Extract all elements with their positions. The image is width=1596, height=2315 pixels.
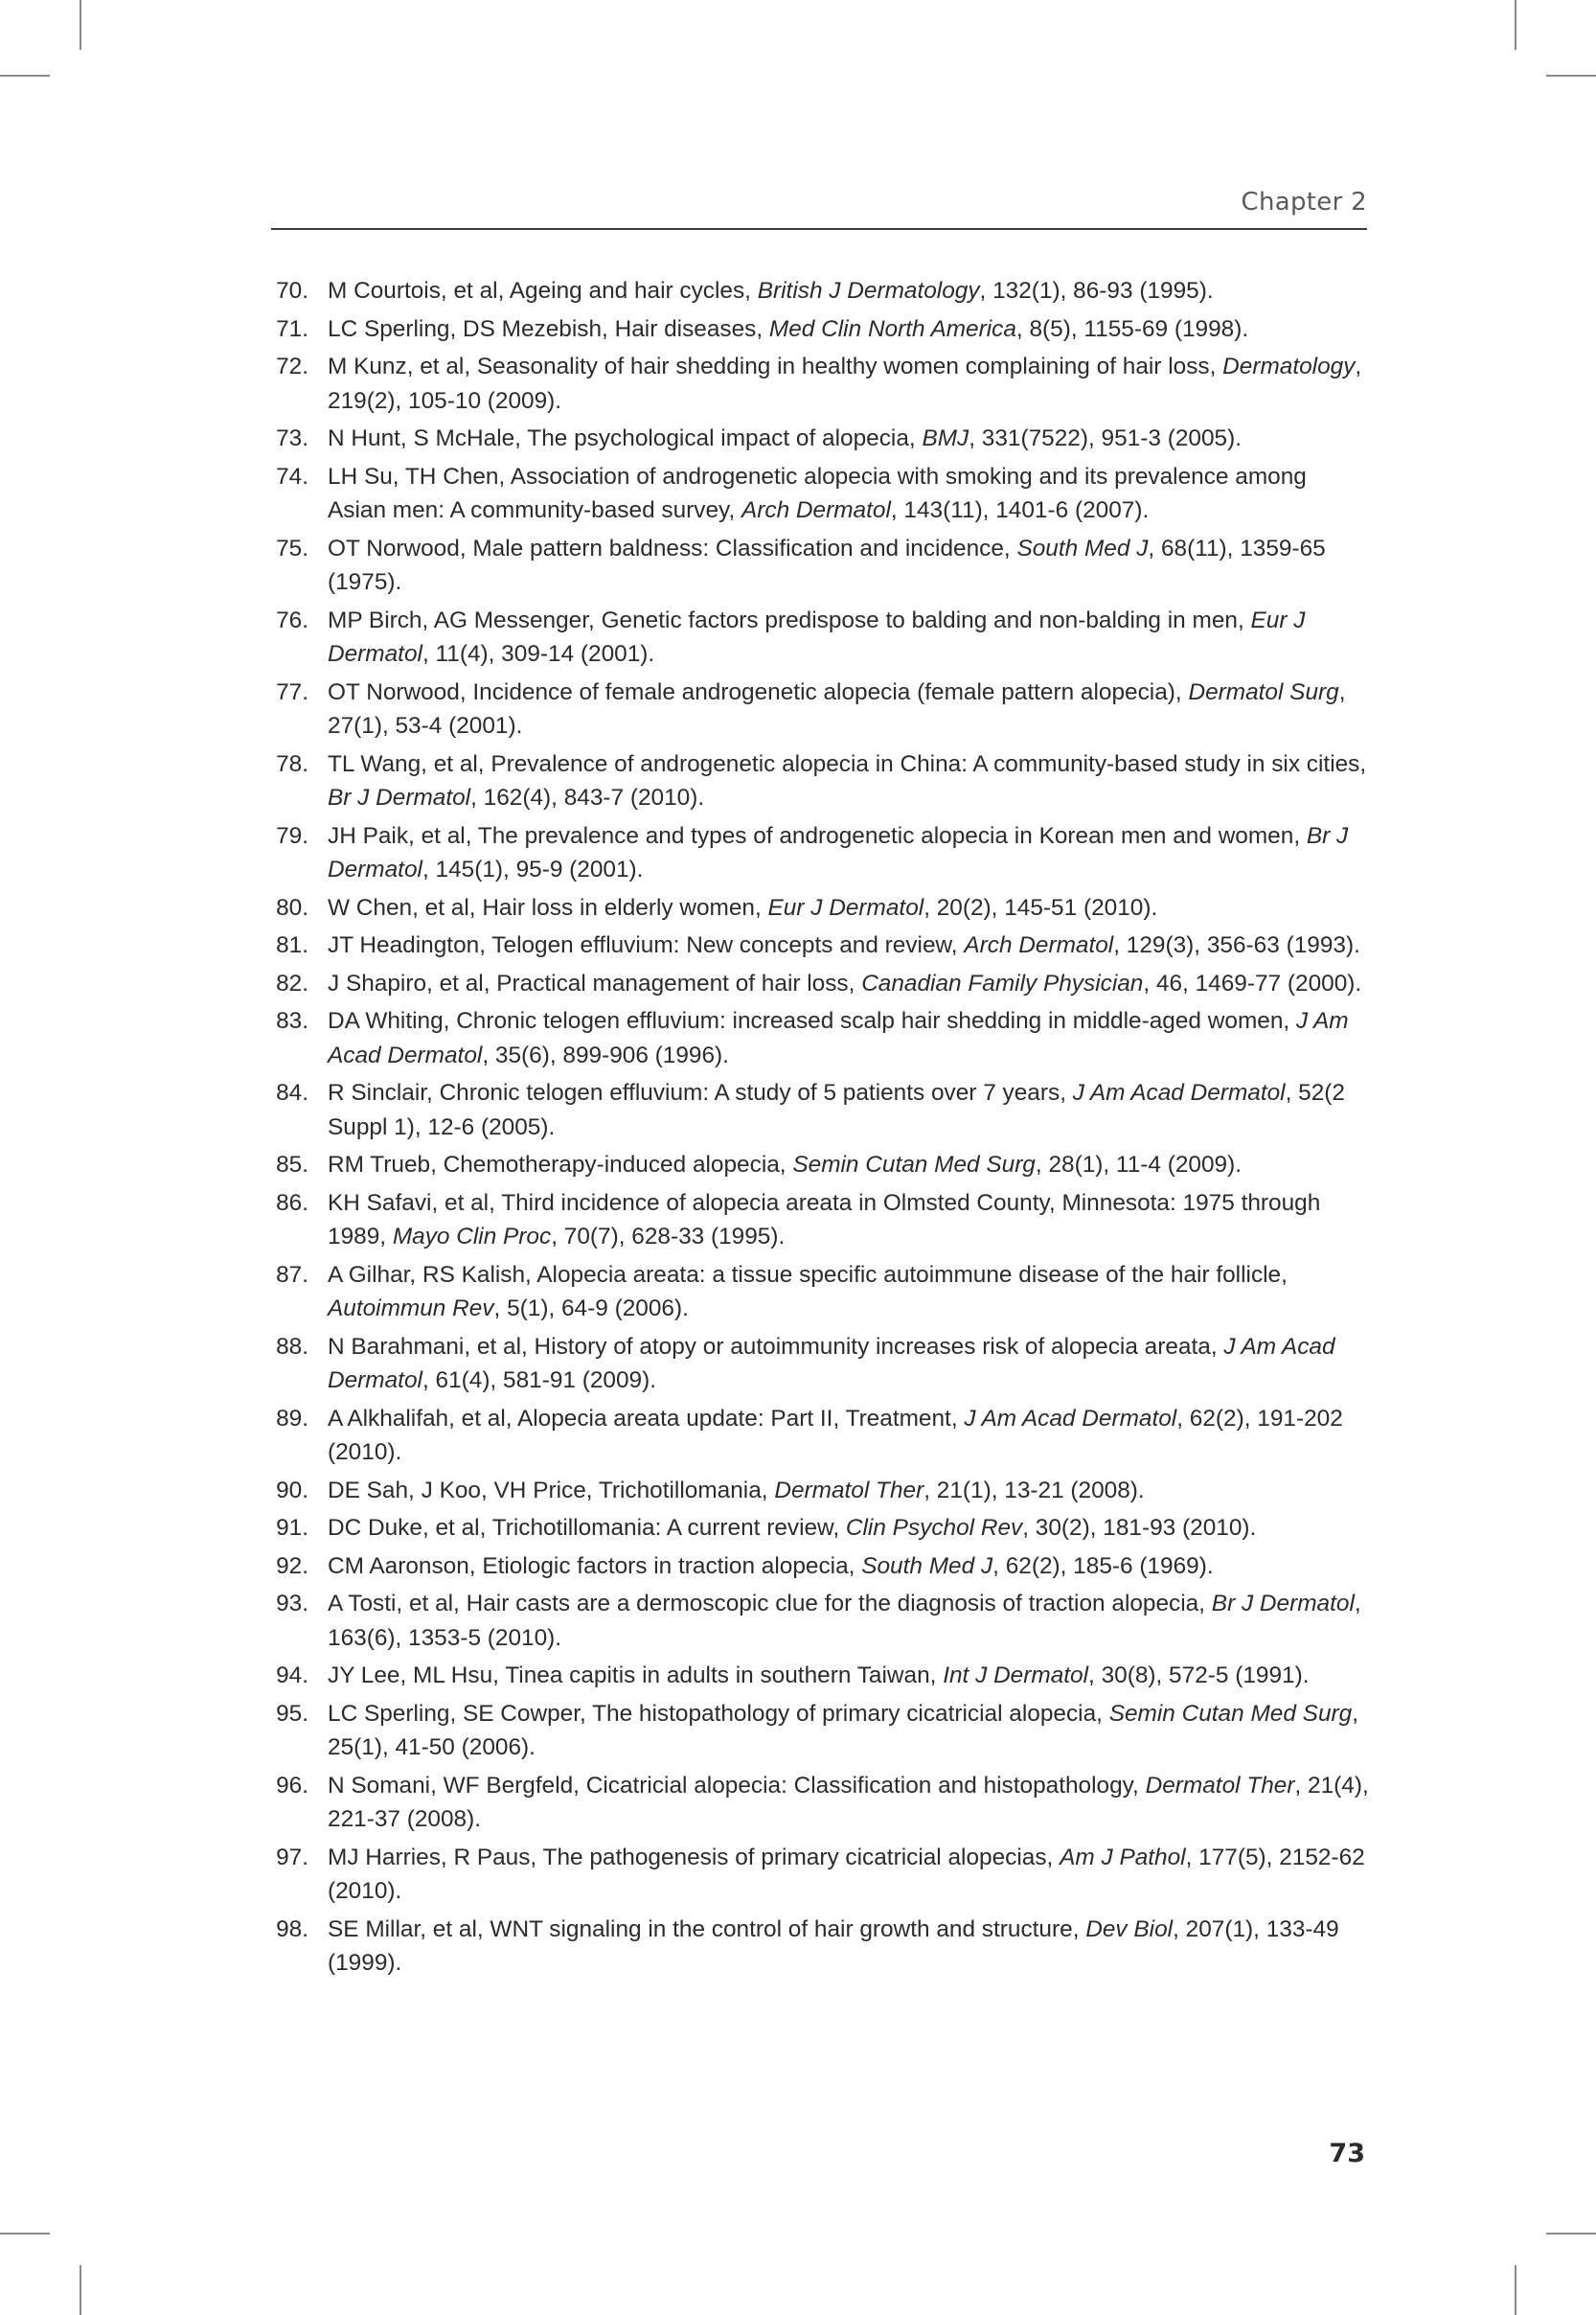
reference-segment: , 331(7522), 951-3 (2005). (969, 425, 1242, 451)
journal-title: Arch Dermatol (964, 932, 1114, 958)
journal-title: British J Dermatology (757, 278, 980, 304)
reference-segment: , 145(1), 95-9 (2001). (422, 857, 644, 882)
reference-number: 95. (276, 1700, 308, 1727)
reference-item (249, 1841, 1370, 1909)
reference-item (249, 274, 1370, 309)
reference-number: 87. (276, 1261, 308, 1288)
reference-segment: DC Duke, et al, Trichotillomania: A current review, (328, 1515, 846, 1541)
reference-number: 92. (276, 1552, 308, 1579)
reference-segment: , 68(11), 1359-65 (1975). (328, 535, 1326, 595)
reference-segment: , 21(4), 221-37 (2008). (328, 1772, 1369, 1832)
reference-item (249, 312, 1370, 347)
reference-text (328, 971, 1361, 997)
reference-segment: , 30(2), 181-93 (2010). (1022, 1515, 1257, 1541)
reference-number: 76. (276, 607, 308, 633)
reference-segment: , 70(7), 628-33 (1995). (551, 1224, 786, 1249)
reference-number: 84. (276, 1080, 308, 1106)
journal-title: Semin Cutan Med Surg (1108, 1700, 1353, 1727)
reference-text (328, 1080, 1345, 1140)
reference-text (328, 679, 1345, 740)
reference-segment: DA Whiting, Chronic telogen effluvium: increased scalp hair shedding in middle-aged women, (328, 1008, 1296, 1034)
journal-title: Dev Biol (1085, 1915, 1174, 1942)
reference-segment: , 25(1), 41-50 (2006). (328, 1700, 1358, 1760)
reference-segment: W Chen, et al, Hair loss in elderly women, (328, 894, 768, 921)
journal-title: Am J Pathol (1060, 1844, 1186, 1870)
reference-number: 96. (276, 1772, 308, 1799)
reference-number: 89. (276, 1405, 308, 1432)
journal-title: BMJ (922, 425, 969, 451)
reference-item (249, 1148, 1370, 1182)
reference-segment: J Shapiro, et al, Practical management of hair loss, (328, 970, 862, 997)
journal-title: Eur J Dermatol (767, 894, 924, 921)
reference-number: 98. (276, 1915, 308, 1942)
reference-item (249, 1697, 1370, 1765)
reference-number: 81. (276, 932, 308, 958)
reference-text (328, 354, 1361, 414)
crop-mark-bottom-right-vertical (1515, 2265, 1516, 2315)
reference-number: 73. (276, 425, 308, 451)
reference-segment: OT Norwood, Male pattern baldness: Classification and incidence, (328, 535, 1017, 562)
reference-text (328, 895, 1157, 921)
journal-title: Med Clin North America (768, 315, 1016, 342)
reference-text (328, 1916, 1339, 1977)
reference-text (328, 1591, 1361, 1651)
reference-number: 77. (276, 678, 308, 705)
reference-segment: JH Paik, et al, The prevalence and types of androgenetic alopecia in Korean men and women, (328, 822, 1307, 849)
reference-segment: N Hunt, S McHale, The psychological impact of alopecia, (328, 425, 923, 451)
reference-segment: , 129(3), 356-63 (1993). (1113, 932, 1360, 958)
journal-title: Dermatol Ther (774, 1477, 924, 1503)
reference-segment: , 61(4), 581-91 (2009). (422, 1367, 657, 1393)
reference-segment: , 62(2), 191-202 (2010). (328, 1405, 1343, 1465)
reference-number: 97. (276, 1844, 308, 1870)
reference-text (328, 751, 1366, 812)
reference-segment: SE Millar, et al, WNT signaling in the control of hair growth and structure, (328, 1915, 1086, 1942)
journal-title: Dermatol Ther (1145, 1772, 1295, 1799)
reference-text (328, 1152, 1242, 1178)
reference-segment: , 207(1), 133-49 (1999). (328, 1915, 1339, 1976)
reference-segment: , 5(1), 64-9 (2006). (493, 1295, 689, 1321)
reference-number: 78. (276, 750, 308, 777)
reference-number: 90. (276, 1477, 308, 1503)
reference-segment: , 177(5), 2152-62 (2010). (328, 1844, 1365, 1904)
reference-text (328, 607, 1305, 668)
reference-text (328, 1262, 1288, 1322)
reference-item (249, 1402, 1370, 1470)
reference-segment: LH Su, TH Chen, Association of androgenetic alopecia with smoking and its prevalence among Asian men: A community-based survey, (328, 463, 1307, 523)
reference-text (328, 1190, 1320, 1250)
reference-item (249, 891, 1370, 926)
reference-segment: N Somani, WF Bergfeld, Cicatricial alopecia: Classification and histopathology, (328, 1772, 1146, 1799)
reference-text (328, 932, 1360, 958)
crop-mark-top-right-horizontal (1546, 75, 1596, 77)
reference-segment: KH Safavi, et al, Third incidence of alopecia areata in Olmsted County, Minnesota: 1975 through 1989, (328, 1189, 1321, 1249)
reference-text (328, 1662, 1310, 1688)
journal-title: Br J Dermatol (1211, 1591, 1355, 1616)
journal-title: Dermatology (1222, 354, 1356, 379)
page-number: 73 (1329, 2139, 1365, 2168)
reference-number: 72. (276, 354, 308, 379)
reference-item (249, 350, 1370, 418)
chapter-title: Chapter 2 (1241, 188, 1367, 217)
reference-segment: , 132(1), 86-93 (1995). (979, 278, 1214, 304)
reference-text (328, 316, 1248, 342)
reference-item (249, 747, 1370, 815)
reference-number: 85. (276, 1152, 308, 1178)
reference-item (249, 1186, 1370, 1254)
reference-text (328, 1845, 1365, 1905)
journal-title: J Am Acad Dermatol (964, 1405, 1177, 1432)
reference-text (328, 536, 1326, 596)
reference-segment: , 21(1), 13-21 (2008). (923, 1477, 1145, 1503)
reference-segment: , 62(2), 185-6 (1969). (992, 1552, 1214, 1579)
journal-title: Eur J Dermatol (328, 607, 1306, 667)
reference-segment: , 162(4), 843-7 (2010). (470, 785, 705, 811)
reference-segment: JY Lee, ML Hsu, Tinea capitis in adults in southern Taiwan, (328, 1662, 944, 1688)
reference-item (249, 1258, 1370, 1326)
reference-item (249, 1769, 1370, 1837)
reference-item (249, 532, 1370, 600)
reference-text (328, 1406, 1343, 1466)
reference-item (249, 928, 1370, 963)
reference-text (328, 1334, 1335, 1394)
reference-segment: OT Norwood, Incidence of female androgenetic alopecia (female pattern alopecia), (328, 678, 1189, 705)
reference-segment: , 11(4), 309-14 (2001). (422, 641, 655, 667)
reference-text (328, 1701, 1358, 1761)
reference-number: 93. (276, 1591, 308, 1616)
reference-segment: , 28(1), 11-4 (2009). (1035, 1152, 1242, 1178)
reference-segment: MJ Harries, R Paus, The pathogenesis of primary cicatricial alopecias, (328, 1844, 1060, 1870)
reference-number: 86. (276, 1189, 308, 1216)
reference-text (328, 1008, 1349, 1068)
reference-item (249, 422, 1370, 456)
reference-number: 91. (276, 1515, 308, 1541)
reference-segment: , 20(2), 145-51 (2010). (923, 894, 1158, 921)
crop-mark-bottom-left-vertical (80, 2265, 81, 2315)
reference-item (249, 604, 1370, 672)
reference-item (249, 1587, 1370, 1655)
journal-title: Br J Dermatol (328, 822, 1349, 882)
journal-title: Autoimmun Rev (328, 1295, 494, 1321)
reference-text (328, 425, 1242, 451)
reference-text (328, 1478, 1145, 1503)
crop-mark-top-left-vertical (80, 0, 81, 50)
reference-segment: M Courtois, et al, Ageing and hair cycles, (328, 278, 758, 304)
reference-text (328, 464, 1307, 524)
reference-number: 94. (276, 1662, 308, 1688)
reference-segment: , 46, 1469-77 (2000). (1143, 970, 1362, 997)
reference-item (249, 676, 1370, 744)
reference-text (328, 1553, 1214, 1579)
reference-number: 71. (276, 315, 308, 342)
reference-text (328, 1515, 1256, 1541)
reference-segment: TL Wang, et al, Prevalence of androgenetic alopecia in China: A community-based study in six cities, (328, 750, 1367, 777)
reference-text (328, 1773, 1369, 1833)
reference-item (249, 1913, 1370, 1981)
journal-title: South Med J (1016, 535, 1149, 562)
reference-number: 79. (276, 822, 308, 849)
reference-segment: JT Headington, Telogen effluvium: New concepts and review, (328, 932, 965, 958)
crop-mark-top-left-horizontal (0, 75, 50, 77)
reference-segment: , 35(6), 899-906 (1996). (482, 1042, 729, 1068)
crop-mark-bottom-right-horizontal (1546, 2233, 1596, 2235)
reference-number: 70. (276, 278, 308, 304)
reference-item (249, 819, 1370, 887)
journal-title: Canadian Family Physician (861, 970, 1144, 997)
reference-segment: M Kunz, et al, Seasonality of hair shedding in healthy women complaining of hair loss, (328, 354, 1223, 379)
reference-item (249, 460, 1370, 528)
journal-title: J Am Acad Dermatol (328, 1008, 1349, 1068)
reference-number: 75. (276, 535, 308, 562)
reference-text (328, 823, 1348, 883)
journal-title: J Am Acad Dermatol (328, 1333, 1335, 1393)
reference-item (249, 967, 1370, 1001)
reference-segment: A Gilhar, RS Kalish, Alopecia areata: a tissue specific autoimmune disease of the hair follicle, (328, 1261, 1288, 1288)
journal-title: Mayo Clin Proc (392, 1224, 552, 1249)
journal-title: Semin Cutan Med Surg (792, 1152, 1036, 1178)
journal-title: J Am Acad Dermatol (1072, 1080, 1286, 1106)
reference-item (249, 1549, 1370, 1584)
reference-segment: MP Birch, AG Messenger, Genetic factors predispose to balding and non-balding in men, (328, 607, 1251, 633)
reference-segment: CM Aaronson, Etiologic factors in traction alopecia, (328, 1552, 862, 1579)
journal-title: South Med J (861, 1552, 993, 1579)
journal-title: Arch Dermatol (741, 497, 891, 523)
reference-list (249, 274, 1370, 1984)
journal-title: Clin Psychol Rev (845, 1515, 1023, 1541)
reference-number: 82. (276, 970, 308, 997)
reference-segment: RM Trueb, Chemotherapy-induced alopecia, (328, 1152, 793, 1178)
reference-item (249, 1659, 1370, 1693)
journal-title: Int J Dermatol (943, 1662, 1089, 1688)
journal-title: Dermatol Surg (1188, 678, 1339, 705)
crop-mark-top-right-vertical (1515, 0, 1516, 50)
reference-item (249, 1076, 1370, 1144)
reference-item (249, 1511, 1370, 1546)
running-header (271, 188, 1367, 230)
reference-segment: LC Sperling, SE Cowper, The histopathology of primary cicatricial alopecia, (328, 1700, 1109, 1727)
reference-number: 74. (276, 463, 308, 490)
reference-segment: LC Sperling, DS Mezebish, Hair diseases, (328, 315, 769, 342)
reference-segment: , 8(5), 1155-69 (1998). (1015, 315, 1249, 342)
reference-segment: , 30(8), 572-5 (1991). (1088, 1662, 1310, 1688)
reference-segment: N Barahmani, et al, History of atopy or autoimmunity increases risk of alopecia areata, (328, 1333, 1224, 1360)
reference-segment: , 52(2 Suppl 1), 12-6 (2005). (328, 1080, 1345, 1140)
reference-segment: R Sinclair, Chronic telogen effluvium: A study of 5 patients over 7 years, (328, 1080, 1073, 1106)
reference-item (249, 1474, 1370, 1508)
journal-title: Br J Dermatol (328, 785, 471, 811)
reference-segment: , 143(11), 1401-6 (2007). (890, 497, 1150, 523)
reference-segment: A Tosti, et al, Hair casts are a dermoscopic clue for the diagnosis of traction alopecia, (328, 1591, 1212, 1616)
reference-text (328, 278, 1214, 304)
reference-number: 80. (276, 894, 308, 921)
reference-segment: , 27(1), 53-4 (2001). (328, 678, 1346, 739)
reference-segment: A Alkhalifah, et al, Alopecia areata update: Part II, Treatment, (328, 1405, 965, 1432)
reference-item (249, 1330, 1370, 1398)
reference-segment: DE Sah, J Koo, VH Price, Trichotillomania, (328, 1477, 775, 1503)
reference-number: 88. (276, 1333, 308, 1360)
reference-segment: , 219(2), 105-10 (2009). (328, 354, 1362, 414)
reference-item (249, 1004, 1370, 1072)
crop-mark-bottom-left-horizontal (0, 2233, 50, 2235)
reference-number: 83. (276, 1008, 308, 1034)
reference-segment: , 163(6), 1353-5 (2010). (328, 1591, 1361, 1651)
